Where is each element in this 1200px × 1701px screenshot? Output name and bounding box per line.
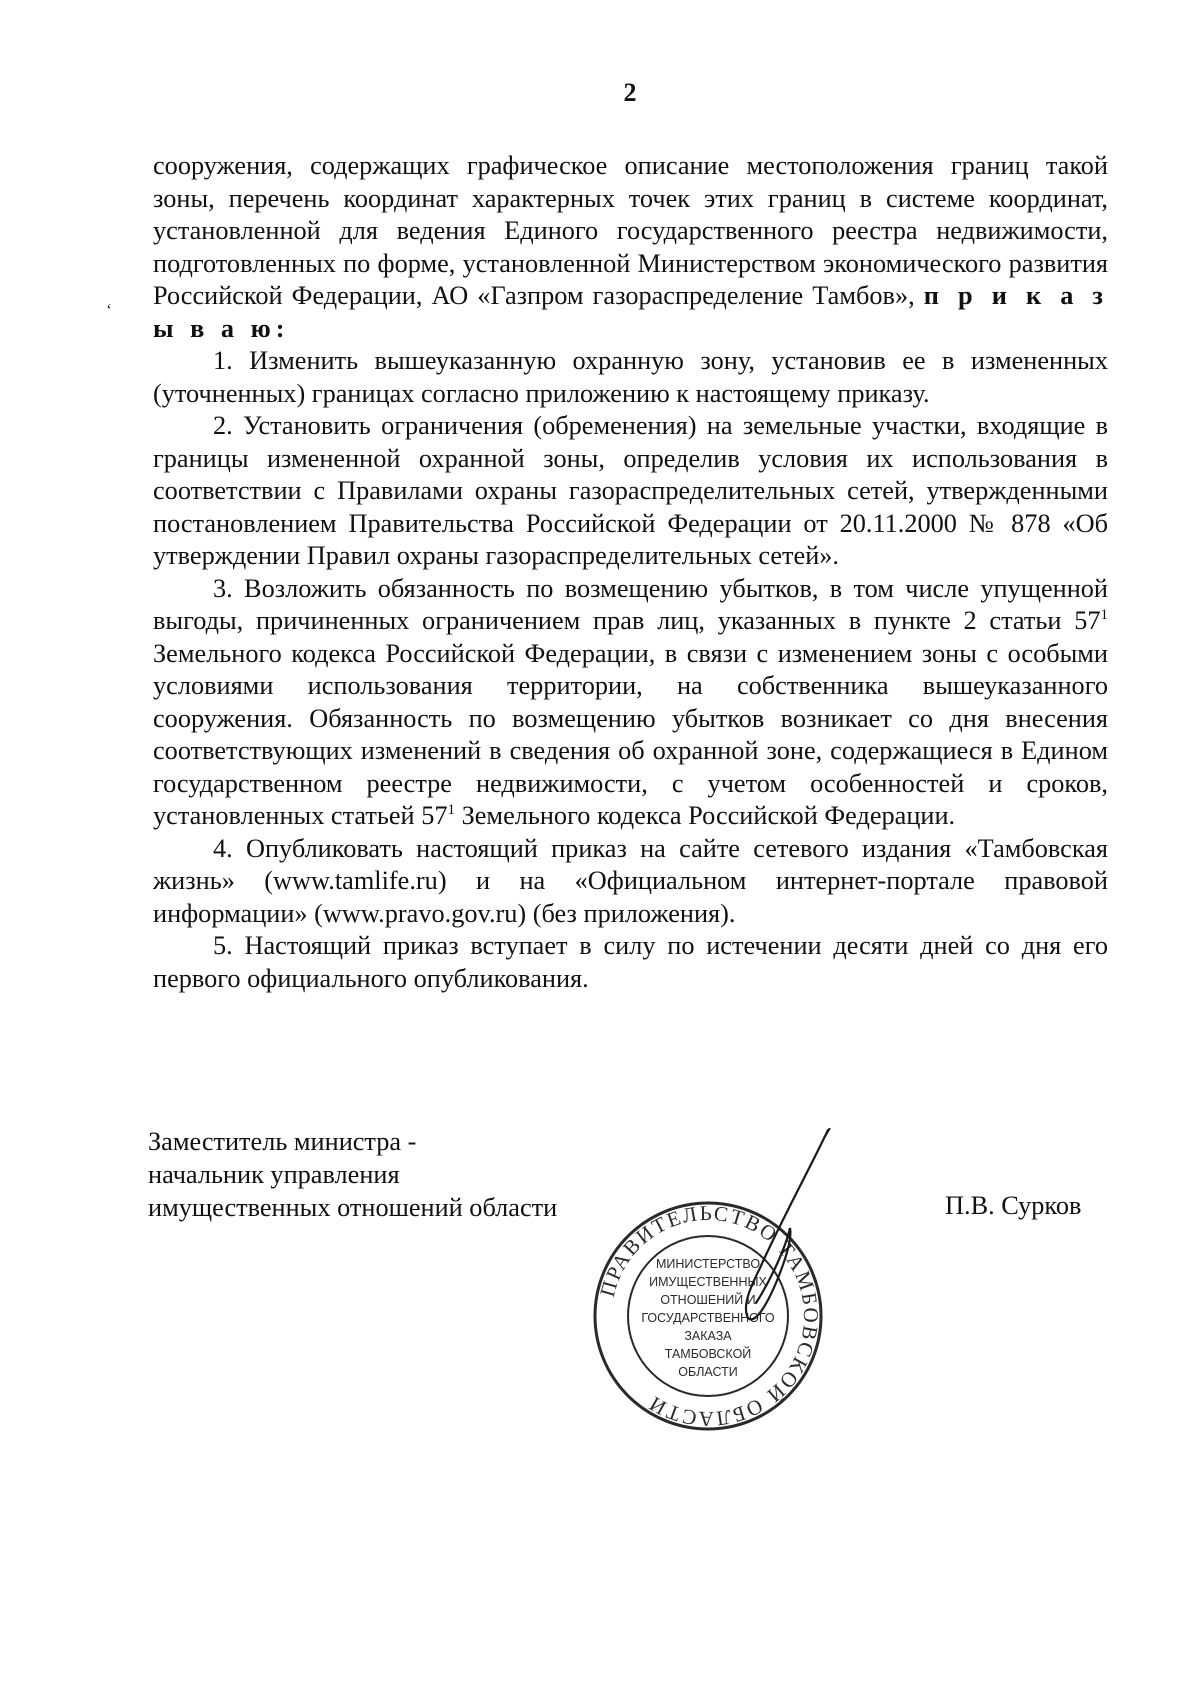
scan-artifact: ‘ (106, 300, 112, 320)
item-3-part-1: 3. Возложить обязанность по возмещению убытков, в том числе упущенной выгоды, причиненных ограничением прав лиц, указанных в пункте 2 статьи 57 (153, 573, 1108, 635)
item-3-part-3: Земельного кодекса Российской Федерации. (455, 801, 956, 830)
item-3 (153, 573, 1108, 833)
item-2: 2. Установить ограничения (обременения) на земельные участки, входящие в границы измененной охранной зоны, определив условия их использования в соответствии с Правилами охраны газораспределительных сетей, утвержденными постановлением Правительства Российской Федерации от 20.11.2000 № 878 «Об утверждении Правил охраны газораспределительных сетей». (153, 411, 1108, 570)
seal-inner-line-4: ГОСУДАРСТВЕННОГО (641, 1311, 775, 1325)
signer-name: П.В. Сурков (945, 1191, 1082, 1220)
seal-inner-line-1: МИНИСТЕРСТВО (655, 1257, 761, 1271)
seal-inner-line-6: ТАМБОВСКОЙ (664, 1347, 752, 1361)
intro-paragraph (153, 150, 1108, 345)
item-4: 4. Опубликовать настоящий приказ на сайте сетевого издания «Тамбовская жизнь» (www.tamlife.ru) и на «Официальном интернет-портале правовой информации» (www.pravo.gov.ru) (без приложения). (153, 833, 1108, 928)
order-word: п р и к а з ы в а ю (153, 281, 1108, 343)
seal-inner-line-7: ОБЛАСТИ (678, 1365, 738, 1379)
page-number: 2 (623, 78, 637, 107)
intro-text: сооружения, содержащих графическое описание местоположения границ такой зоны, перечень координат характерных точек этих границ в системе координат, установленной для ведения Единого государственного реестра недвижимости, подготовленных по форме, установленной Министерством экономического развития Российской Федерации, АО «Газпром газораспределение Тамбов», (153, 151, 1108, 310)
handwritten-signature (720, 1128, 840, 1328)
document-body (153, 150, 1108, 995)
seal-inner-line-3: ОТНОШЕНИЙ И (660, 1293, 756, 1307)
position-line-1: Заместитель министра - (148, 1127, 417, 1156)
seal-inner-line-5: ЗАКАЗА (684, 1329, 732, 1343)
seal-inner-line-2: ИМУЩЕСТВЕННЫХ (649, 1275, 767, 1289)
position-line-2: начальник управления (148, 1160, 400, 1189)
order-colon: : (275, 313, 285, 343)
position-line-3: имущественных отношений области (148, 1193, 558, 1222)
signatory-position (148, 1125, 557, 1224)
item-5: 5. Настоящий приказ вступает в силу по истечении десяти дней со дня его первого официального опубликования. (153, 931, 1108, 993)
item-3-superscript-2: 1 (447, 802, 456, 819)
item-1: 1. Изменить вышеуказанную охранную зону, установив ее в измененных (уточненных) границах согласно приложению к настоящему приказу. (153, 346, 1108, 408)
item-3-superscript-1: 1 (1100, 607, 1108, 624)
seal-outer-text: ПРАВИТЕЛЬСТВО ТАМБОВСКОЙ ОБЛАСТИ (595, 1200, 824, 1432)
item-3-part-2: Земельного кодекса Российской Федерации, в связи с изменением зоны с особыми условиями использования территории, на собственника вышеуказанного сооружения. Обязанность по возмещению убытков возникает со дня внесения соответствующих изменений в сведения об охранной зоне, содержащиеся в Едином государственном реестре недвижимости, с учетом особенностей и сроков, установленных статьей 57 (153, 638, 1108, 830)
